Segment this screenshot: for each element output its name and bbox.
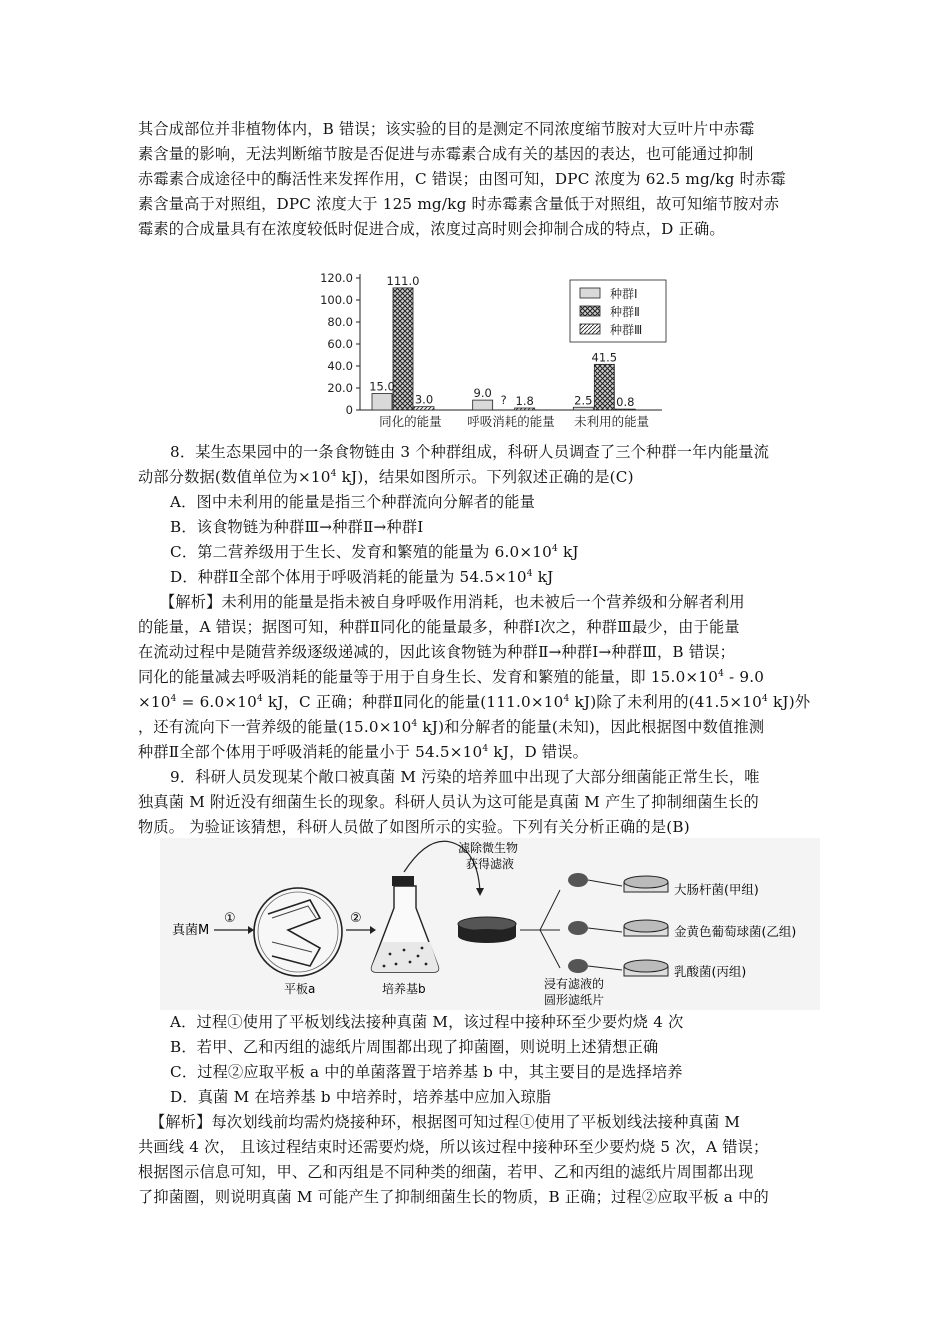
group-b-label: 金黄色葡萄球菌(乙组) <box>674 924 797 939</box>
q9-analysis-line-2: 共画线 4 次， 且该过程结束时还需要灼烧，所以该过程中接种环至少要灼烧 5 次，A 错误； <box>138 1138 769 1156</box>
intro-line-3: 赤霉素合成途径中的酶活性来发挥作用，C 错误；由图可知，DPC 浓度为 62.5 mg/kg 时赤霉 <box>138 170 786 188</box>
y-tick-label: 60.0 <box>327 337 353 351</box>
filter-paper-label-1: 浸有滤液的 <box>544 977 605 991</box>
category-label: 呼吸消耗的能量 <box>467 414 555 429</box>
legend-label-1: 种群Ⅰ <box>610 287 638 301</box>
fungus-label: 真菌M <box>172 923 210 938</box>
legend-label-3: 种群Ⅲ <box>610 323 643 337</box>
bar-1-3 <box>573 407 593 410</box>
q9-option-b: B．若甲、乙和丙组的滤纸片周围都出现了抑菌圈，则说明上述猜想正确 <box>170 1038 659 1056</box>
data-label: 3.0 <box>414 392 434 407</box>
y-tick-label: 120.0 <box>320 271 353 285</box>
plate-a-label: 平板a <box>284 982 316 996</box>
q8-analysis-line-7: 种群Ⅱ全部个体用于呼吸消耗的能量小于 $54.5\times 10^4$ kJ，D 错误。 <box>138 743 589 761</box>
legend-swatch-3 <box>580 324 600 334</box>
q8-analysis-line-1: 【解析】未利用的能量是指未被自身呼吸作用消耗，也未被后一个营养级和分解者利用 <box>160 593 745 611</box>
data-label-unknown: ? <box>500 393 507 407</box>
data-label: 15.0 <box>369 379 395 394</box>
plate-a <box>254 888 342 976</box>
data-label: 2.5 <box>574 393 593 408</box>
legend-swatch-2 <box>580 306 600 316</box>
q8-stem-line-2: 动部分数据(数值单位为$\times 10^4$ kJ)，结果如图所示。下列叙述正确的是(C) <box>138 468 634 486</box>
step2-label: ② <box>350 911 362 926</box>
q9-stem-line-1: 9．科研人员发现某个敞口被真菌 M 污染的培养皿中出现了大部分细菌能正常生长，唯 <box>170 768 760 786</box>
q9-analysis-line-4: 了抑菌圈，则说明真菌 M 可能产生了抑制细菌生长的物质，B 正确；过程②应取平板 a 中的 <box>138 1188 769 1206</box>
q8-option-b: B．该食物链为种群Ⅲ→种群Ⅱ→种群Ⅰ <box>170 518 424 536</box>
y-tick-label: 40.0 <box>327 359 353 373</box>
experiment-diagram <box>160 838 820 1010</box>
q8-stem-line-1: 8．某生态果园中的一条食物链由 3 个种群组成，科研人员调查了三个种群一年内能量流 <box>170 443 770 461</box>
bar-1-2 <box>473 400 493 410</box>
filter-label-2: 获得滤液 <box>466 857 515 871</box>
y-tick-label: 0 <box>345 403 353 417</box>
legend-swatch-1 <box>580 288 600 298</box>
filtrate-dish <box>458 917 516 943</box>
intro-line-1: 其合成部位并非植物体内，B 错误；该实验的目的是测定不同浓度缩节胺对大豆叶片中赤霉 <box>138 120 755 138</box>
category-label: 同化的能量 <box>379 414 442 429</box>
q8-analysis-line-4: 同化的能量减去呼吸消耗的能量等于用于自身生长、发育和繁殖的能量，即 $15.0\times 10^4 - 9.0$ <box>138 668 765 686</box>
q9-stem-line-2: 独真菌 M 附近没有细菌生长的现象。科研人员认为这可能是真菌 M 产生了抑制细菌生长的 <box>138 793 759 811</box>
step1-label: ① <box>224 911 236 926</box>
group-a-label: 大肠杆菌(甲组) <box>674 882 759 897</box>
data-label: 41.5 <box>591 350 618 365</box>
y-tick-label: 20.0 <box>327 381 353 395</box>
data-label: 9.0 <box>473 386 492 401</box>
bar-3-3 <box>615 409 635 410</box>
group-c-label: 乳酸菌(丙组) <box>674 964 747 979</box>
y-tick-label: 100.0 <box>320 293 353 307</box>
data-label: 0.8 <box>616 395 635 410</box>
q9-stem-line-3: 物质。 为验证该猜想，科研人员做了如图所示的实验。下列有关分析正确的是(B) <box>138 818 690 836</box>
q8-option-c: C．第二营养级用于生长、发育和繁殖的能量为 $6.0\times 10^4$ kJ <box>170 543 579 561</box>
q9-option-c: C．过程②应取平板 a 中的单菌落置于培养基 b 中，其主要目的是选择培养 <box>170 1063 683 1081</box>
intro-line-4: 素含量高于对照组，DPC 浓度大于 125 mg/kg 时赤霉素含量低于对照组，故可知缩节胺对赤 <box>138 195 780 213</box>
bar-3-1 <box>414 407 434 410</box>
bar-2-1 <box>393 288 413 410</box>
q8-analysis-line-2: 的能量，A 错误；据图可知，种群Ⅱ同化的能量最多，种群Ⅰ次之，种群Ⅲ最少，由于能量 <box>138 618 740 636</box>
bar-3-2 <box>515 408 535 410</box>
q8-option-a: A．图中未利用的能量是指三个种群流向分解者的能量 <box>170 493 536 511</box>
filter-label-1: 滤除微生物 <box>458 841 519 855</box>
q9-option-d: D．真菌 M 在培养基 b 中培养时，培养基中应加入琼脂 <box>170 1088 552 1106</box>
bar-1-1 <box>372 394 392 411</box>
q8-analysis-line-3: 在流动过程中是随营养级逐级递减的，因此该食物链为种群Ⅱ→种群Ⅰ→种群Ⅲ，B 错误； <box>138 643 735 661</box>
q8-option-d: D．种群Ⅱ全部个体用于呼吸消耗的能量为 $54.5\times 10^4$ kJ <box>170 568 554 586</box>
intro-line-2: 素含量的影响，无法判断缩节胺是否促进与赤霉素合成有关的基因的表达，也可能通过抑制 <box>138 145 754 163</box>
intro-line-5: 霉素的合成量具有在浓度较低时促进合成，浓度过高时则会抑制合成的特点，D 正确。 <box>138 220 725 238</box>
q9-option-a: A．过程①使用了平板划线法接种真菌 M，该过程中接种环至少要灼烧 4 次 <box>170 1013 684 1031</box>
energy-bar-chart <box>300 266 670 436</box>
q8-analysis-line-5: $\times 10^4 = 6.0\times 10^4$ kJ，C 正确；种群Ⅱ同化的能量($111.0\times 10^4$ kJ)除了未利用的($41.5\times 10^4$ kJ)外 <box>138 693 811 711</box>
data-label: 111.0 <box>386 273 420 288</box>
bar-2-3 <box>594 364 614 410</box>
q8-analysis-line-6: ，还有流向下一营养级的能量($15.0\times 10^4$ kJ)和分解者的能量(未知)，因此根据图中数值推测 <box>138 718 765 736</box>
data-label: 1.8 <box>515 394 534 409</box>
medium-b-label: 培养基b <box>382 982 426 996</box>
legend-label-2: 种群Ⅱ <box>610 305 640 319</box>
category-label: 未利用的能量 <box>574 414 650 429</box>
filter-paper-label-2: 圆形滤纸片 <box>544 993 605 1007</box>
q9-analysis-line-3: 根据图示信息可知，甲、乙和丙组是不同种类的细菌，若甲、乙和丙组的滤纸片周围都出现 <box>138 1163 754 1181</box>
q9-analysis-line-1: 【解析】每次划线前均需灼烧接种环，根据图可知过程①使用了平板划线法接种真菌 M <box>150 1113 741 1131</box>
y-tick-label: 80.0 <box>327 315 353 329</box>
